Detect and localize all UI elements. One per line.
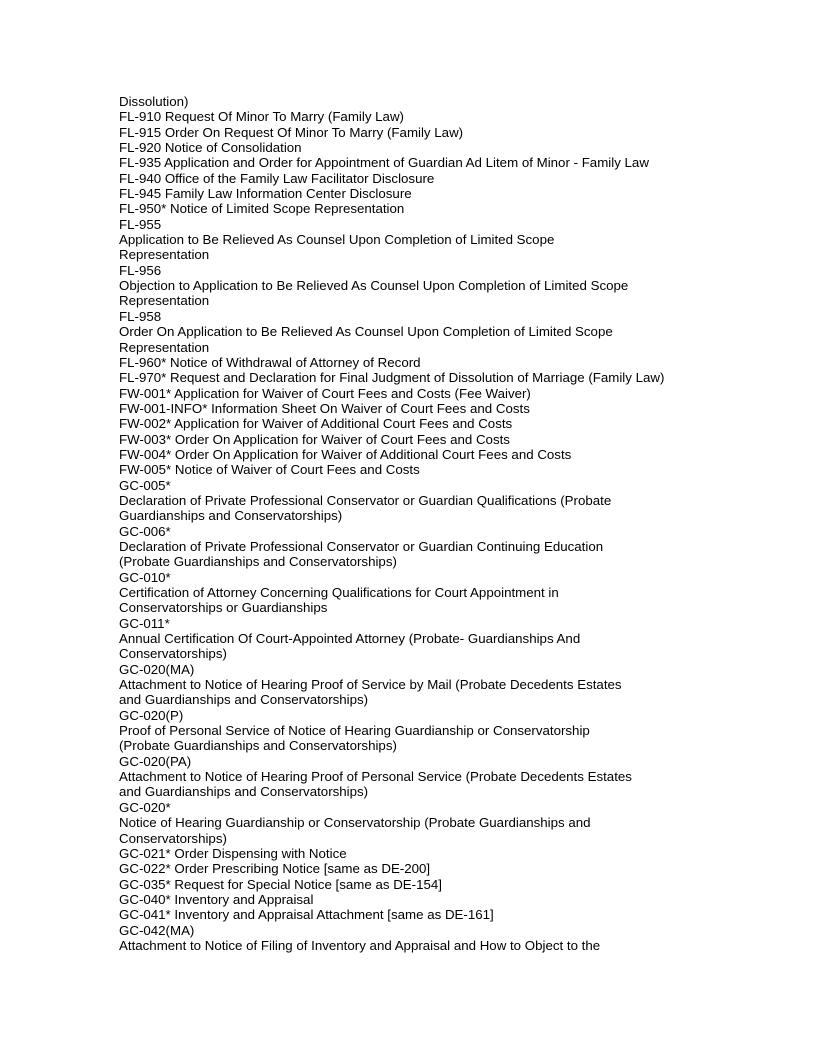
text-line: GC-011* <box>119 615 170 631</box>
text-line: Conservatorships) <box>119 646 227 662</box>
text-line: FL-920 Notice of Consolidation <box>119 140 302 156</box>
text-line: GC-041* Inventory and Appraisal Attachment [same as DE-161] <box>119 907 494 923</box>
text-line: Dissolution) <box>119 94 189 109</box>
form-list <box>119 94 779 953</box>
text-line: (Probate Guardianships and Conservatorships) <box>119 554 397 570</box>
text-line: GC-035* Request for Special Notice [same as DE-154] <box>119 876 442 892</box>
text-line: Attachment to Notice of Filing of Inventory and Appraisal and How to Object to the <box>119 937 601 953</box>
text-line: FW-003* Order On Application for Waiver of Court Fees and Costs <box>119 431 510 447</box>
text-line: FL-945 Family Law Information Center Disclosure <box>119 186 412 202</box>
text-line: FL-956 <box>119 262 162 278</box>
text-line: Representation <box>119 339 210 355</box>
text-line: GC-022* Order Prescribing Notice [same as DE-200] <box>119 861 431 877</box>
text-line: GC-020(MA) <box>119 661 195 677</box>
text-line: GC-020* <box>119 799 171 815</box>
text-line: Proof of Personal Service of Notice of Hearing Guardianship or Conservatorship <box>119 723 590 739</box>
text-line: FL-955 <box>119 216 162 232</box>
text-line: FW-001* Application for Waiver of Court Fees and Costs (Fee Waiver) <box>119 385 531 401</box>
text-line: Application to Be Relieved As Counsel Upon Completion of Limited Scope <box>119 232 555 248</box>
text-line: FW-001-INFO* Information Sheet On Waiver of Court Fees and Costs <box>119 400 530 416</box>
text-line: Conservatorships or Guardianships <box>119 600 328 616</box>
text-line: and Guardianships and Conservatorships) <box>119 784 369 800</box>
text-line: GC-010* <box>119 569 171 585</box>
text-line: FL-950* Notice of Limited Scope Representation <box>119 201 405 217</box>
text-line: GC-020(P) <box>119 707 184 723</box>
text-line: FL-910 Request Of Minor To Marry (Family Law) <box>119 109 404 125</box>
text-line: GC-005* <box>119 477 171 493</box>
text-line: FL-970* Request and Declaration for Final Judgment of Dissolution of Marriage (Family Law) <box>119 370 665 386</box>
text-line: Declaration of Private Professional Conservator or Guardian Qualifications (Probate <box>119 492 612 508</box>
text-line: Attachment to Notice of Hearing Proof of Service by Mail (Probate Decedents Estates <box>119 677 622 693</box>
text-line: FW-005* Notice of Waiver of Court Fees and Costs <box>119 462 420 478</box>
text-line: Representation <box>119 293 210 309</box>
text-line: Attachment to Notice of Hearing Proof of Personal Service (Probate Decedents Estates <box>119 769 632 785</box>
text-line: Notice of Hearing Guardianship or Conservatorship (Probate Guardianships and <box>119 815 591 831</box>
text-line: GC-042(MA) <box>119 922 195 938</box>
text-line: FW-002* Application for Waiver of Additional Court Fees and Costs <box>119 416 513 432</box>
text-line: Order On Application to Be Relieved As Counsel Upon Completion of Limited Scope <box>119 324 613 340</box>
text-line: (Probate Guardianships and Conservatorships) <box>119 738 397 754</box>
text-line: Annual Certification Of Court-Appointed Attorney (Probate- Guardianships And <box>119 631 581 647</box>
text-line: FL-940 Office of the Family Law Facilitator Disclosure <box>119 170 435 186</box>
text-line: Guardianships and Conservatorships) <box>119 508 343 524</box>
text-line: FL-915 Order On Request Of Minor To Marry (Family Law) <box>119 124 464 140</box>
text-line: GC-021* Order Dispensing with Notice <box>119 845 347 861</box>
text-line: GC-020(PA) <box>119 753 192 769</box>
text-line: Representation <box>119 247 210 263</box>
text-line: FL-958 <box>119 308 162 324</box>
text-line: GC-006* <box>119 523 171 539</box>
text-line: FW-004* Order On Application for Waiver of Additional Court Fees and Costs <box>119 446 572 462</box>
text-line: Certification of Attorney Concerning Qualifications for Court Appointment in <box>119 585 559 600</box>
text-line: FL-960* Notice of Withdrawal of Attorney of Record <box>119 354 421 370</box>
text-line: FL-935 Application and Order for Appointment of Guardian Ad Litem of Minor - Family Law <box>119 155 649 171</box>
text-line: Conservatorships) <box>119 830 227 846</box>
text-line: Declaration of Private Professional Conservator or Guardian Continuing Education <box>119 538 604 554</box>
text-line: and Guardianships and Conservatorships) <box>119 692 369 708</box>
text-line: GC-040* Inventory and Appraisal <box>119 891 314 907</box>
text-line: Objection to Application to Be Relieved As Counsel Upon Completion of Limited Scope <box>119 278 629 294</box>
